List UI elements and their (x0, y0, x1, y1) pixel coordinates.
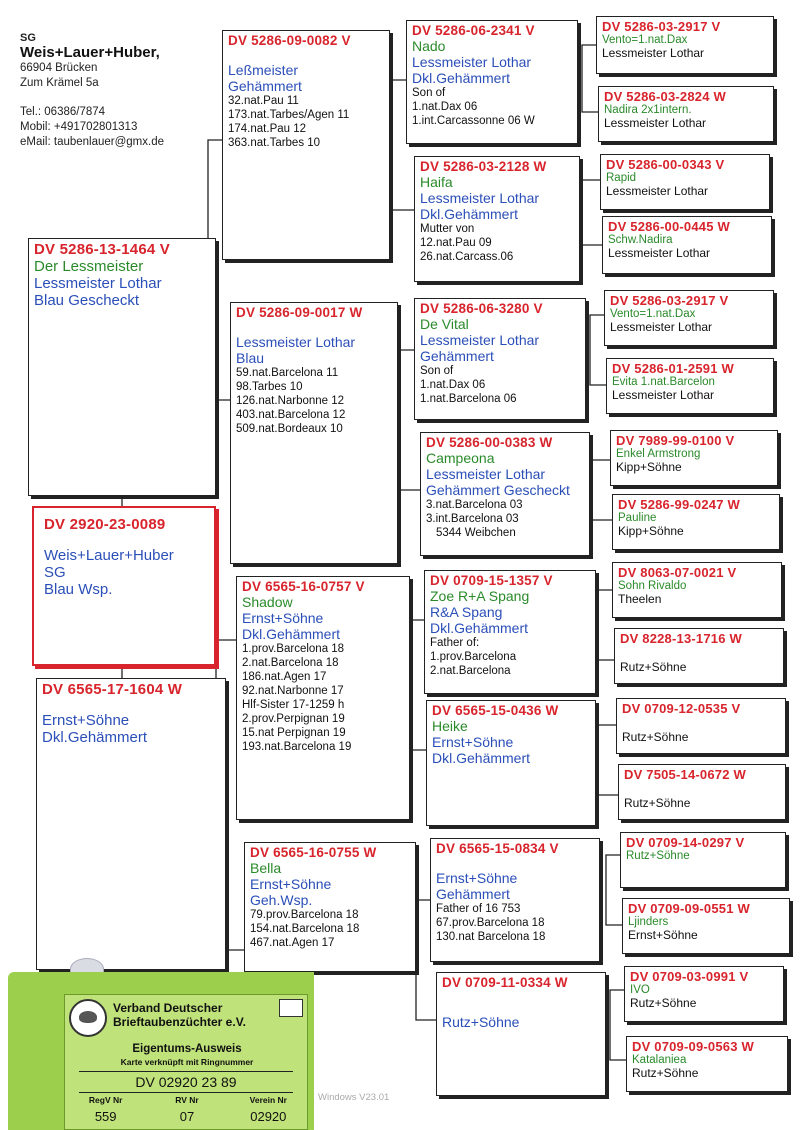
pigeon-name: Nado (412, 38, 446, 54)
pedigree-box-ssd[interactable] (414, 156, 580, 282)
ring-number: DV 0709-14-0297 V (626, 835, 745, 850)
performance-line: 1.nat.Barcelona 06 (420, 393, 517, 405)
performance-line: Hlf-Sister 17-1259 h (242, 699, 345, 711)
pedigree-box-g4[interactable] (602, 216, 772, 274)
breeder-name: Theelen (618, 592, 662, 606)
breeder-name: R&A Spang (430, 604, 503, 620)
ownership-card-inner (64, 994, 308, 1130)
pigeon-color: Gehämmert (436, 886, 510, 902)
performance-line: 126.nat.Narbonne 12 (236, 395, 345, 407)
pedigree-box-sdd[interactable] (420, 432, 590, 556)
ring-number: DV 5286-03-2824 W (604, 89, 726, 104)
performance-line: 2.nat.Barcelona 18 (242, 657, 339, 669)
breeder-name: Lessmeister Lothar (602, 46, 705, 60)
pigeon-name: Campeona (426, 450, 495, 466)
pigeon-name: Pauline (618, 512, 657, 524)
pedigree-box-dam-sire[interactable] (236, 576, 410, 820)
pedigree-box-g7[interactable] (610, 430, 778, 486)
owner-breeder: Weis+Lauer+Huber (44, 547, 174, 564)
pedigree-box-g6[interactable] (606, 358, 774, 414)
header-zip-city: 66904 Brücken (20, 62, 98, 74)
pedigree-box-dds[interactable] (430, 838, 600, 962)
pigeon-name: De Vital (420, 316, 469, 332)
ring-number: DV 5286-01-2591 W (612, 361, 734, 376)
performance-line: 1.nat.Dax 06 (420, 379, 486, 391)
breeder-name: Ernst+Söhne (628, 928, 698, 942)
ring-number: DV 5286-09-0017 W (236, 305, 363, 320)
ring-number: DV 7989-99-0100 V (616, 433, 735, 448)
card-ring-number: DV 02920 23 89 (79, 1071, 293, 1093)
pedigree-box-g3[interactable] (600, 154, 770, 210)
breeder-name: Lessmeister Lothar (610, 320, 713, 334)
owner-sg: SG (44, 564, 66, 581)
breeder-name: Lessmeister Lothar (236, 334, 356, 350)
performance-line: 79.prov.Barcelona 18 (250, 909, 359, 921)
breeder-name: Lessmeister Lothar (420, 332, 540, 348)
breeder-name: Rutz+Söhne (624, 796, 691, 810)
pigeon-name: Katalaniea (632, 1054, 687, 1066)
performance-line: 1.nat.Dax 06 (412, 101, 478, 113)
performance-line: 3.int.Barcelona 03 (426, 513, 519, 525)
pigeon-name: Nadira 2x1intern. (604, 104, 692, 116)
performance-line: Father of 16 753 (436, 903, 521, 915)
performance-line: 363.nat.Tarbes 10 (228, 137, 321, 149)
card-column-label: RV Nr (175, 1095, 199, 1105)
ring-number: DV 5286-99-0247 W (618, 497, 740, 512)
pedigree-box-g9[interactable] (612, 562, 782, 618)
pigeon-color: Dkl.Gehämmert (430, 620, 529, 636)
card-column-label: Verein Nr (249, 1095, 287, 1105)
pigeon-color: Gehämmert (420, 348, 494, 364)
card-association-line1: Verband Deutscher (113, 1001, 223, 1015)
card-column-value: 07 (179, 1109, 195, 1124)
header-owner-name: Weis+Lauer+Huber, (20, 44, 160, 61)
pedigree-box-g14[interactable] (622, 898, 790, 954)
performance-line: Son of (412, 87, 446, 99)
performance-line: 2.nat.Barcelona (430, 665, 511, 677)
breeder-name: Ernst+Söhne (432, 734, 514, 750)
breeder-name: Lessmeister Lothar (420, 190, 540, 206)
pedigree-box-sds[interactable] (414, 298, 586, 420)
breeder-name: Ernst+Söhne (242, 610, 324, 626)
pigeon-color: Dkl.Gehämmert (412, 70, 511, 86)
breeder-name: Rutz+Söhne (620, 660, 687, 674)
performance-line: 403.nat.Barcelona 12 (236, 409, 346, 421)
pedigree-box-sss[interactable] (406, 20, 578, 144)
card-columns (65, 1095, 309, 1124)
ownership-card (8, 972, 314, 1130)
breeder-name: Lessmeister Lothar (34, 275, 162, 292)
pedigree-box-g15[interactable] (624, 966, 784, 1022)
performance-line: 92.nat.Narbonne 17 (242, 685, 344, 697)
ring-number: DV 6565-15-0834 V (436, 841, 559, 856)
breeder-name: Rutz+Söhne (622, 730, 689, 744)
ring-number: DV 0709-09-0563 W (632, 1039, 754, 1054)
performance-line: 26.nat.Carcass.06 (420, 251, 514, 263)
software-watermark: Windows V23.01 (318, 1092, 390, 1103)
pedigree-box-g12[interactable] (618, 764, 786, 820)
pigeon-color: Dkl.Gehämmert (420, 206, 519, 222)
performance-line: 3.nat.Barcelona 03 (426, 499, 523, 511)
ring-number: DV 5286-13-1464 V (34, 241, 170, 258)
ring-number: DV 5286-06-3280 V (420, 301, 543, 316)
pigeon-name: Vento=1.nat.Dax (610, 308, 696, 320)
performance-line: 15.nat Perpignan 19 (242, 727, 346, 739)
card-column-label: RegV Nr (88, 1095, 123, 1105)
pigeon-color: Blau Gescheckt (34, 292, 140, 309)
performance-line: 186.nat.Agen 17 (242, 671, 327, 683)
pigeon-name: Ljinders (628, 916, 669, 928)
ring-number: DV 0709-03-0991 V (630, 969, 749, 984)
vdb-logo-icon (69, 999, 107, 1037)
breeder-name: Kipp+Söhne (618, 524, 684, 538)
pedigree-box-ddd[interactable] (436, 972, 606, 1096)
header-email[interactable]: eMail: taubenlauer@gmx.de (20, 136, 165, 148)
pigeon-name: Rutz+Söhne (626, 850, 690, 862)
ring-number: DV 0709-12-0535 V (622, 701, 741, 716)
ring-number: DV 8228-13-1716 W (620, 631, 742, 646)
ring-number: DV 5286-00-0383 W (426, 435, 553, 450)
breeder-name: Rutz+Söhne (630, 996, 697, 1010)
pigeon-name: Zoe R+A Spang (430, 588, 530, 604)
breeder-name: Ernst+Söhne (436, 870, 518, 886)
pedigree-box-sire[interactable] (28, 238, 216, 496)
breeder-name: Rutz+Söhne (632, 1066, 699, 1080)
owner-pigeon-box[interactable] (32, 506, 216, 666)
ring-number: DV 6565-15-0436 W (432, 703, 559, 718)
pigeon-name: Haifa (420, 174, 453, 190)
pedigree-box-g5[interactable] (604, 290, 774, 346)
ring-number: DV 0709-09-0551 W (628, 901, 750, 916)
card-column-rv (146, 1095, 227, 1124)
pigeon-color: Blau (236, 350, 265, 366)
pigeon-name: Evita 1.nat.Barcelon (612, 376, 715, 388)
performance-line: 5344 Weibchen (436, 527, 516, 539)
header-sg: SG (20, 32, 36, 44)
pedigree-box-dam[interactable] (36, 678, 226, 970)
pigeon-name: Der Lessmeister (34, 258, 144, 275)
pedigree-box-dss[interactable] (424, 570, 596, 694)
pigeon-name: Heike (432, 718, 468, 734)
performance-line: 1.int.Carcassonne 06 W (412, 115, 535, 127)
pigeon-name: Enkel Armstrong (616, 448, 701, 460)
performance-line: 12.nat.Pau 09 (420, 237, 492, 249)
performance-line: 2.prov.Perpignan 19 (242, 713, 345, 725)
ring-number: DV 6565-16-0755 W (250, 845, 377, 860)
pedigree-box-sire-dam[interactable] (230, 302, 398, 564)
card-column-value: 02920 (250, 1109, 287, 1124)
pedigree-box-sire-sire[interactable] (222, 30, 390, 260)
breeder-name: Lessmeister Lothar (608, 246, 711, 260)
performance-line: 98.Tarbes 10 (236, 381, 303, 393)
breeder-name: Leßmeister (228, 62, 299, 78)
performance-line: Father of: (430, 637, 480, 649)
pigeon-color: Dkl.Gehämmert (242, 626, 341, 642)
card-association-line2: Brieftaubenzüchter e.V. (113, 1015, 246, 1029)
pedigree-box-g8[interactable] (612, 494, 780, 550)
card-subtitle: Karte verknüpft mit Ringnummer (120, 1057, 254, 1067)
ring-number: DV 8063-07-0021 V (618, 565, 737, 580)
breeder-name: Ernst+Söhne (250, 876, 332, 892)
performance-line: Mutter von (420, 223, 475, 235)
performance-line: Son of (420, 365, 454, 377)
ring-number: DV 5286-03-2917 V (610, 293, 729, 308)
header-mobil: Mobil: +491702801313 (20, 121, 138, 133)
pigeon-color: Dkl.Gehämmert (42, 729, 148, 746)
ring-number: DV 5286-00-0343 V (606, 157, 725, 172)
stamp-icon (279, 999, 303, 1017)
performance-line: 67.prov.Barcelona 18 (436, 917, 545, 929)
pigeon-color: Gehämmert (228, 78, 302, 94)
breeder-name: Kipp+Söhne (616, 460, 682, 474)
pigeon-color: Dkl.Gehämmert (432, 750, 531, 766)
ring-number: DV 0709-11-0334 W (442, 975, 568, 990)
breeder-name: Ernst+Söhne (42, 712, 130, 729)
pedigree-box-g2[interactable] (598, 86, 774, 142)
pigeon-color: Gehämmert Gescheckt (426, 482, 570, 498)
ring-number: DV 6565-17-1604 W (42, 681, 183, 698)
breeder-name: Lessmeister Lothar (412, 54, 532, 70)
pedigree-box-dsd[interactable] (426, 700, 596, 826)
performance-line: 130.nat Barcelona 18 (436, 931, 546, 943)
performance-line: 1.prov.Barcelona 18 (242, 643, 345, 655)
performance-line: 193.nat.Barcelona 19 (242, 741, 352, 753)
breeder-name: Rutz+Söhne (442, 1014, 520, 1030)
pedigree-box-g10[interactable] (614, 628, 784, 684)
performance-line: 173.nat.Tarbes/Agen 11 (228, 109, 350, 121)
pigeon-name: Vento=1.nat.Dax (602, 34, 688, 46)
owner-color: Blau Wsp. (44, 581, 113, 598)
ring-number: DV 5286-00-0445 W (608, 219, 730, 234)
pedigree-box-g1[interactable] (596, 16, 774, 74)
pedigree-box-g13[interactable] (620, 832, 786, 888)
ring-number: DV 6565-16-0757 V (242, 579, 365, 594)
performance-line: 174.nat.Pau 12 (228, 123, 307, 135)
breeder-name: Lessmeister Lothar (426, 466, 546, 482)
pigeon-name: IVO (630, 984, 650, 996)
header-street: Zum Krämel 5a (20, 77, 99, 89)
performance-line: 59.nat.Barcelona 11 (236, 367, 339, 379)
performance-line: 32.nat.Pau 11 (228, 95, 299, 107)
ring-number: DV 0709-15-1357 V (430, 573, 553, 588)
breeder-name: Lessmeister Lothar (606, 184, 709, 198)
card-column-regv (65, 1095, 146, 1124)
pedigree-box-g11[interactable] (616, 698, 786, 754)
breeder-name: Lessmeister Lothar (604, 116, 707, 130)
performance-line: 509.nat.Bordeaux 10 (236, 423, 343, 435)
breeder-name: Lessmeister Lothar (612, 388, 715, 402)
pedigree-box-g16[interactable] (626, 1036, 788, 1092)
pigeon-name: Sohn Rivaldo (618, 580, 687, 592)
card-column-verein (228, 1095, 309, 1124)
ring-number: DV 5286-03-2128 W (420, 159, 547, 174)
card-title: Eigentums-Ausweis (132, 1043, 242, 1055)
owner-header (20, 32, 210, 150)
card-column-value: 559 (94, 1109, 117, 1124)
pigeon-name: Schw.Nadira (608, 234, 673, 246)
ring-number: DV 5286-03-2917 V (602, 19, 721, 34)
performance-line: 154.nat.Barcelona 18 (250, 923, 360, 935)
pigeon-color: Geh.Wsp. (250, 892, 313, 908)
ring-number: DV 5286-09-0082 V (228, 33, 351, 48)
pigeon-name: Rapid (606, 172, 637, 184)
pigeon-name: Bella (250, 860, 282, 876)
owner-ring-number: DV 2920-23-0089 (44, 516, 166, 533)
ring-number: DV 7505-14-0672 W (624, 767, 746, 782)
pedigree-box-dam-dam[interactable] (244, 842, 416, 972)
performance-line: 467.nat.Agen 17 (250, 937, 335, 949)
pigeon-name: Shadow (242, 594, 293, 610)
header-tel: Tel.: 06386/7874 (20, 106, 106, 118)
ring-number: DV 5286-06-2341 V (412, 23, 535, 38)
performance-line: 1.prov.Barcelona (430, 651, 517, 663)
